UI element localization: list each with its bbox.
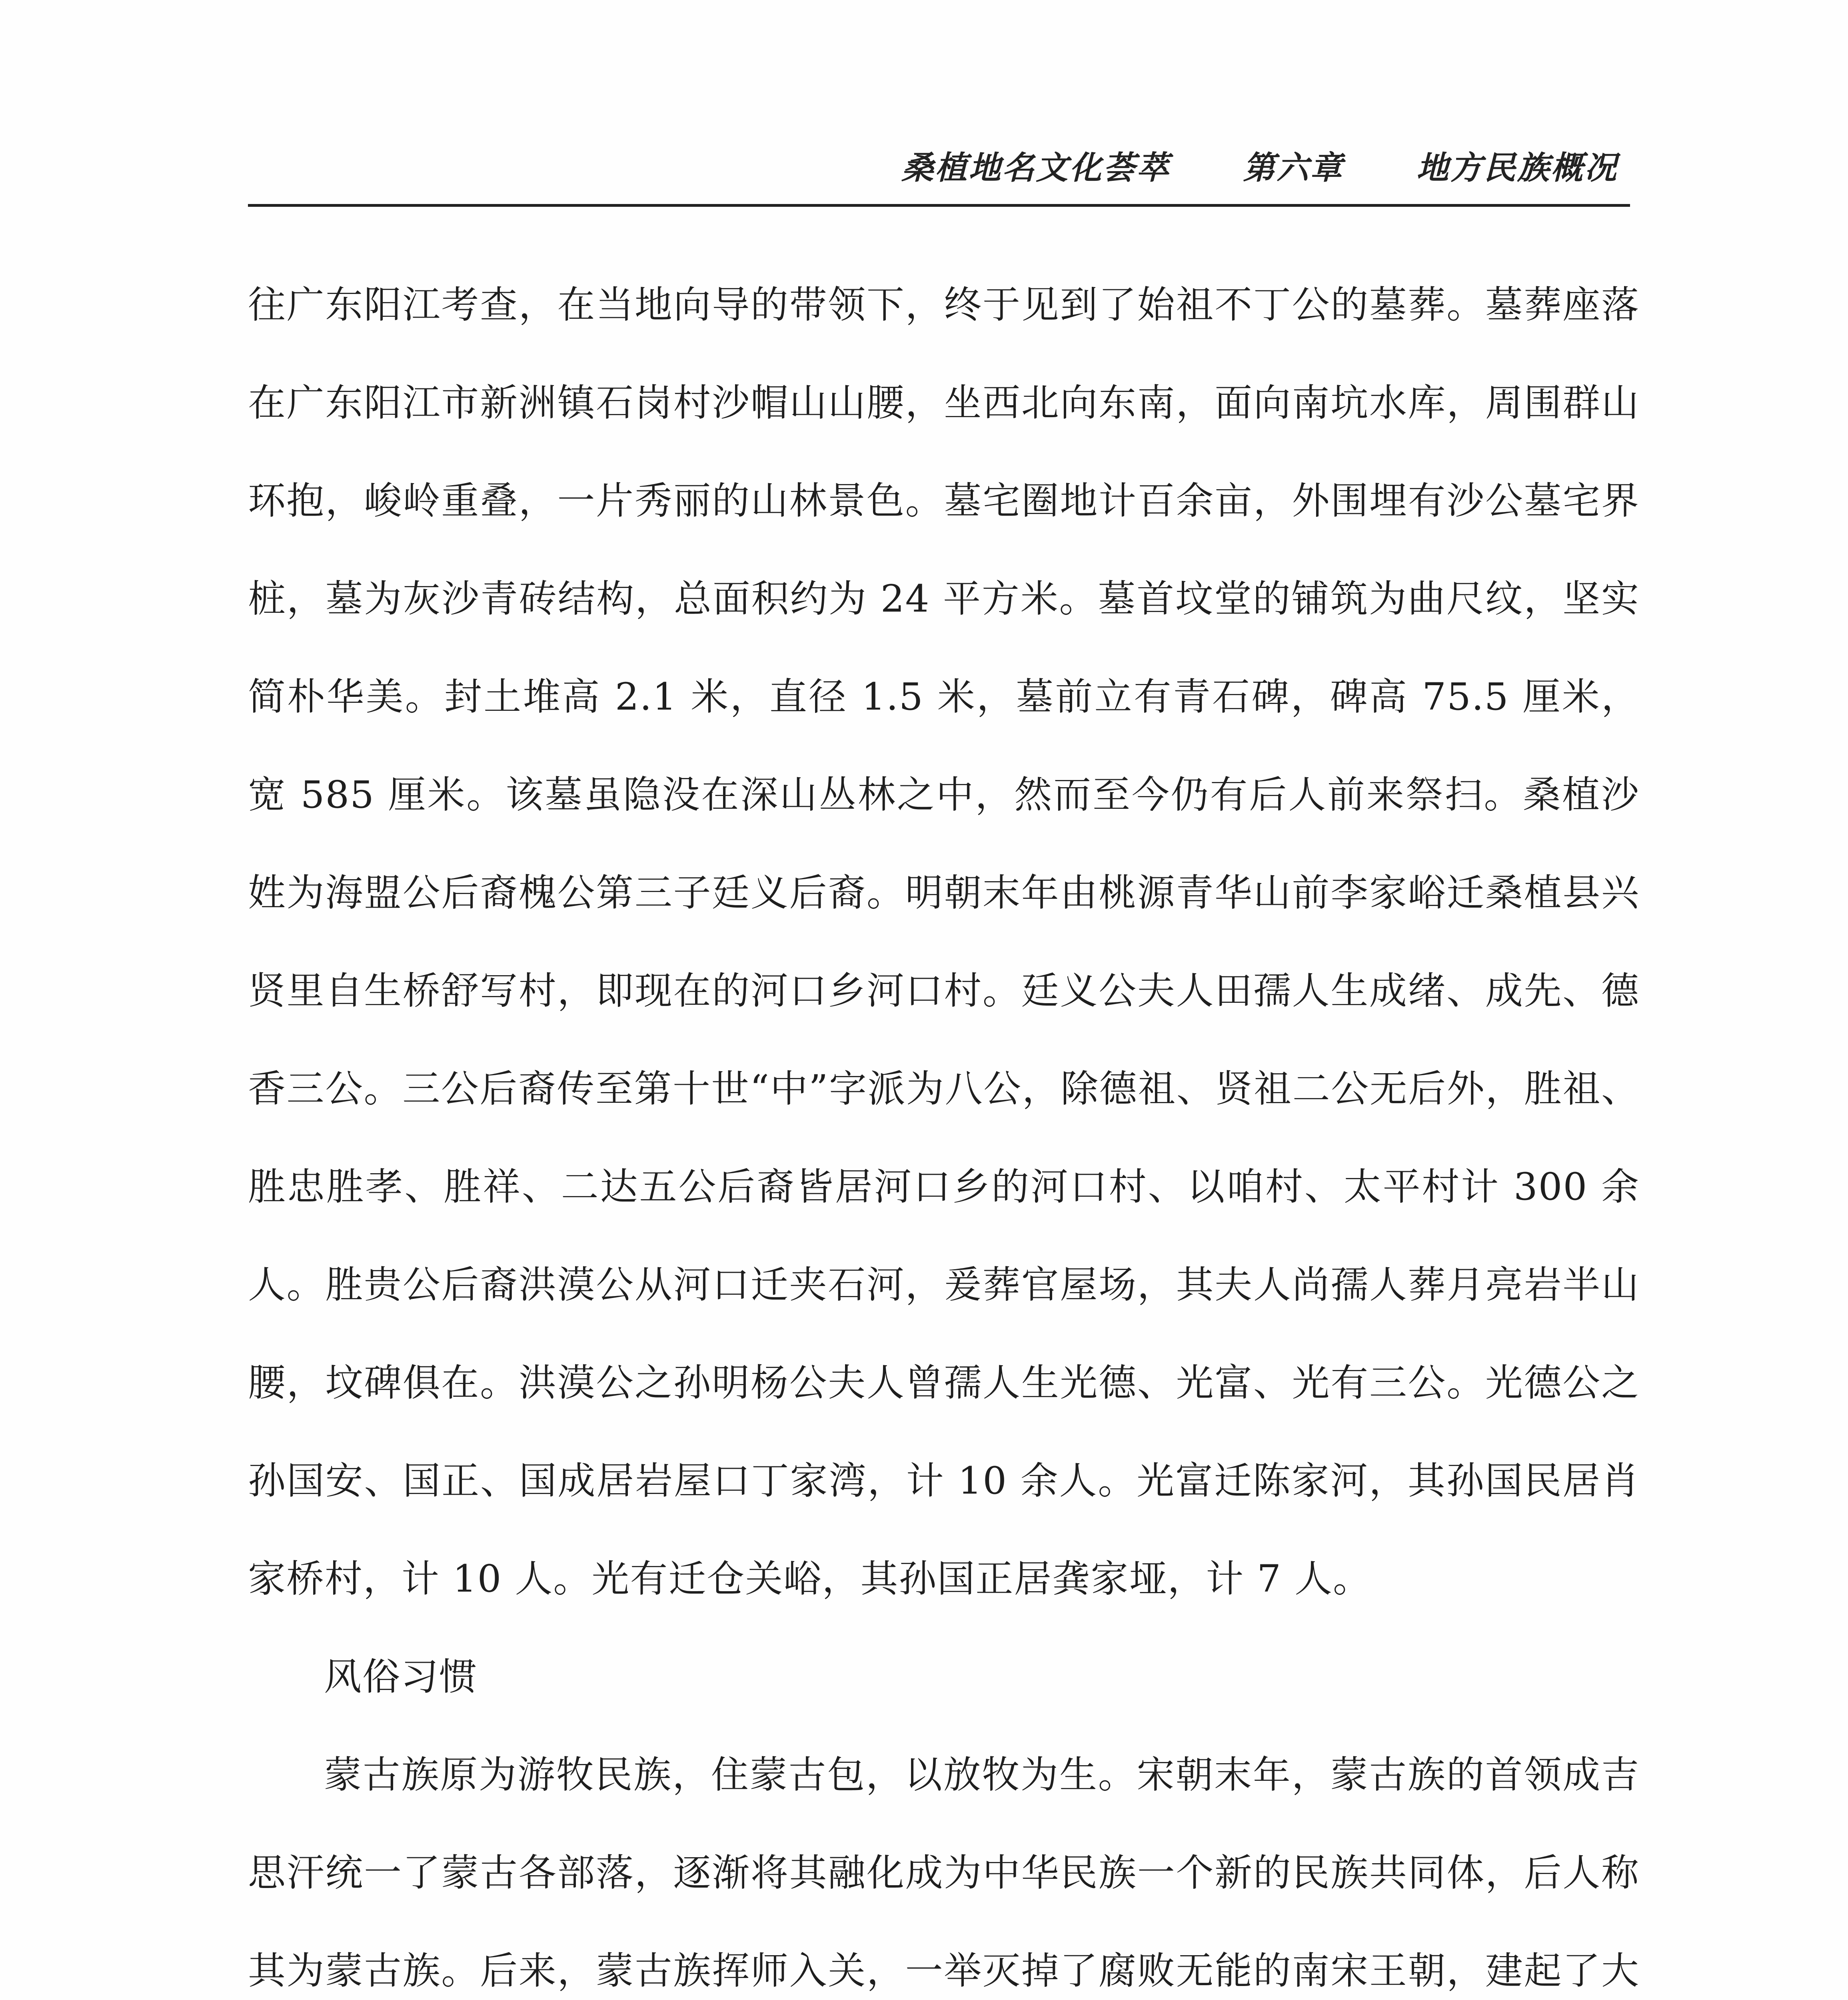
- chapter-number: 第六章: [1243, 149, 1344, 186]
- running-header: [248, 136, 1630, 207]
- header-line: [901, 142, 1618, 188]
- paragraph-continued: 往广东阳江考查，在当地向导的带领下，终于见到了始祖不丁公的墓葬。墓葬座落在广东阳江市新洲镇石岗村沙帽山山腰，坐西北向东南，面向南坑水库，周围群山环抱，峻岭重叠，一片秀丽的山林景色。墓宅圈地计百余亩，外围埋有沙公墓宅界桩，墓为灰沙青砖结构，总面积约为 24 平方米。墓首坟堂的铺筑为曲尺纹，坚实简朴华美。封土堆高 2.1 米，直径 1.5 米，墓前立有青石碑，碑高 75.5 厘米，宽 585 厘米。该墓虽隐没在深山丛林之中，然而至今仍有后人前来祭扫。桑植沙姓为海盟公后裔槐公第三子廷义后裔。明朝末年由桃源青华山前李家峪迁桑植县兴贤里自生桥舒写村，即现在的河口乡河口村。廷义公夫人田孺人生成绪、成先、德香三公。三公后裔传至第十世“中”字派为八公，除德祖、贤祖二公无后外，胜祖、胜忠胜孝、胜祥、二达五公后裔皆居河口乡的河口村、以咱村、太平村计 300 余人。胜贵公后裔洪漠公从河口迁夹石河，爰葬官屋场，其夫人尚孺人葬月亮岩半山腰，坟碑俱在。洪漠公之孙明杨公夫人曾孺人生光德、光富、光有三公。光德公之孙国安、国正、国成居岩屋口丁家湾，计 10 余人。光富迁陈家河，其孙国民居肖家桥村，计 10 人。光有迁仓关峪，其孙国正居龚家垭，计 7 人。: [248, 283, 1640, 1601]
- chapter-title: 地方民族概况: [1416, 149, 1618, 186]
- body-text: [248, 256, 1640, 2000]
- paragraph-mongol-history: 蒙古族原为游牧民族，住蒙古包，以放牧为生。宋朝末年，蒙古族的首领成吉思汗统一了蒙古各部落，逐渐将其融化成为中华民族一个新的民族共同体，后人称其为蒙古族。后来，蒙古族挥师入关，一举灭掉了腐败无能的南宋王朝，建起了大: [248, 1753, 1640, 1993]
- book-title: 桑植地名文化荟萃: [901, 149, 1171, 186]
- section-heading-customs: 风俗习惯: [324, 1655, 478, 1699]
